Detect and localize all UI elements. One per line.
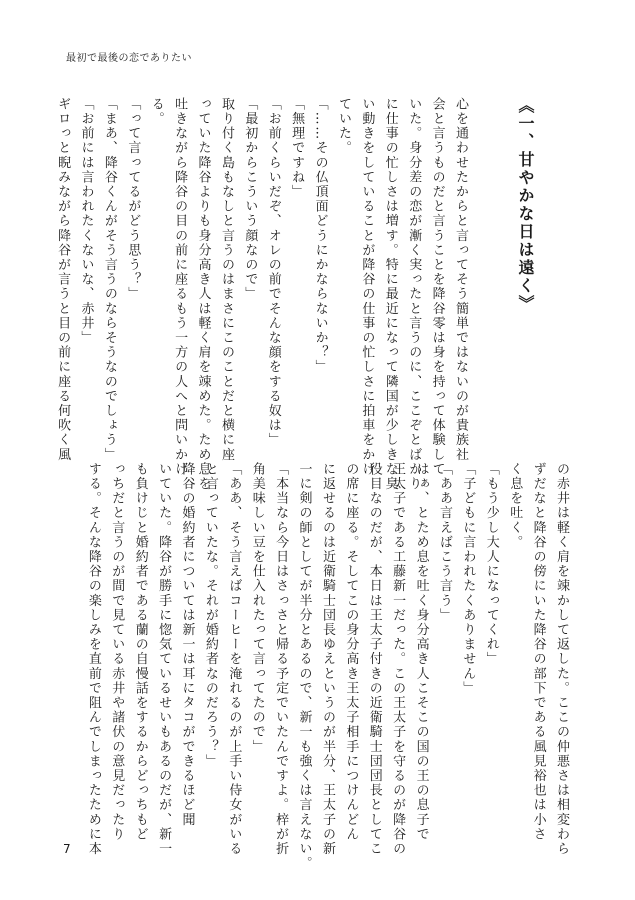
text-line: 吐きながら降谷の目の前に座るもう一方の人へと問いかけ [172,97,188,477]
text-line: ていた。 [335,97,351,156]
text-line: も負けじと婚約者である蘭の自慢話をするからどっちもど [132,462,148,842]
text-line: 「子どもに言われたくありません」 [460,462,476,696]
text-line: に仕事の忙しさは増す。特に最近になって隣国が少しきな臭 [382,97,398,492]
text-line: く息を吐く。 [507,462,523,550]
text-block-top [55,97,472,492]
text-block-bottom [66,462,573,871]
text-line: 「って言ってるがどう思う？」 [125,97,141,302]
text-line: と言っていたな。それが婚約者なのだろう？」 [202,462,218,769]
text-line: に返せるのは近衛騎士団長ゆえというのが半分、王太子の新 [319,462,335,857]
text-line: いた。身分差の恋が漸く実ったと言うのに、ここぞとばかり [406,97,422,492]
text-line: 「もう少し大人になってくれ」 [483,462,499,667]
text-line: 「ああ言えばこう言う」 [436,462,452,623]
text-line: 降谷の婚約者については新一は耳にタコができるほど聞 [179,462,195,827]
text-line: 会と言うものだと言うことを降谷零は身を持って体験して [429,97,445,477]
text-line: 「お前には言われたくないな、赤井」 [78,97,94,346]
text-line: 「まあ、降谷くんがそう言うのならそうなのでしょう」 [101,97,117,462]
text-line: 「……その仏頂面どうにかならないか？」 [312,97,328,375]
text-line: 心を通わせたからと言ってそう簡単ではないのが貴族社 [453,97,468,462]
text-line: っちだと言うのが間で見ている赤井や諸伏の意見だったり [109,462,125,842]
text-line: 「お前くらいだぞ、オレの前でそんな顔をする奴は」 [265,97,281,448]
text-line: ずだなと降谷の傍にいた降谷の部下である風見裕也は小さ [530,462,546,842]
text-line: 「本当なら今日はさっさと帰る予定でいたんですよ。梓が折 [273,462,289,857]
text-line: っていた降谷よりも身分高き人は軽く肩を竦めた。ため息を [195,97,211,492]
text-line: る。 [148,97,164,127]
text-line: いていた。降谷が勝手に惚気ているせいもあるのだが、新一 [156,462,172,857]
text-line: の赤井は軽く肩を竦かして返した。ここの仲悪さは相変わら [554,462,569,857]
text-line: 取り付く島もなしと言うのはまさにこのことだと横に座 [218,97,234,462]
text-line: はぁ、とため息を吐く身分高き人こそこの国の王の息子で [413,462,429,842]
text-line: の席に座る。そしてこの身分高き王太子相手につけんどん [343,462,359,842]
text-line: 角美味しい豆を仕入れたって言ってたので」 [249,462,265,754]
text-line: 「無理ですね」 [289,97,305,200]
chapter-title: 《一、甘やかな日は遠く》 [516,97,535,313]
text-line: 王太子である工藤新一だった。この王太子を守るのが降谷の [390,462,406,857]
running-header: 最初で最後の恋でありたい [66,53,192,64]
text-line: 「ああ、そう言えばコーヒーを淹れるのが上手い侍女がいる [226,462,242,857]
text-line: 一に剣の師としてが半分とあるので、新一も強くは言えない。 [296,462,312,871]
text-line: する。そんな降谷の楽しみを直前で阻んでしまったために本 [85,462,101,857]
text-line: 「最初からこういう顔なので」 [242,97,258,302]
text-line: い動きをしていることが降谷の仕事の忙しさに拍車をかけ [359,97,375,477]
text-line: 役目なのだが、本日は王太子付きの近衛騎士団団長としてこ [366,462,382,857]
text-line: ギロっと睨みながら降谷が言うと目の前に座る何吹く風 [55,97,71,462]
page-number: 7 [63,842,71,856]
